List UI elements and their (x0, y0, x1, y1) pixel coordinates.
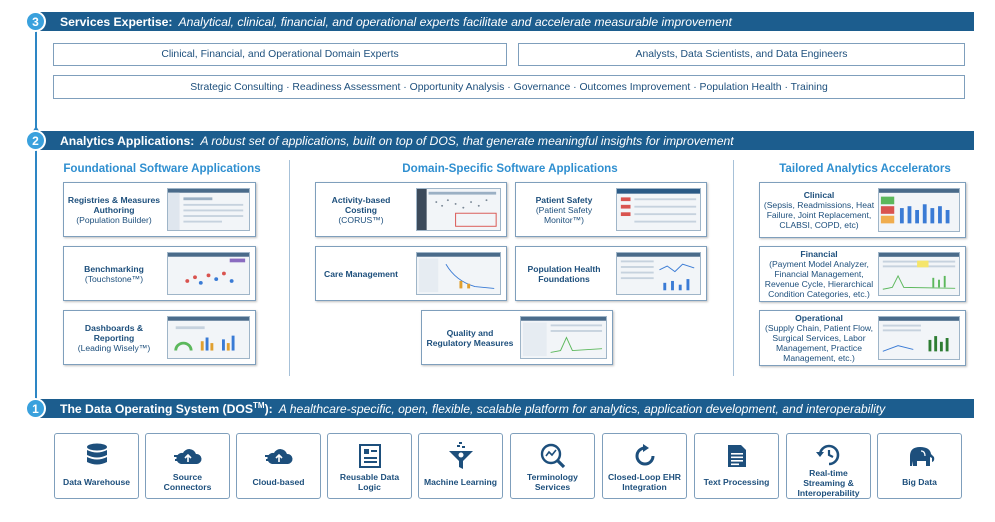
tile-label: Machine Learning (423, 477, 498, 487)
analytics-heading: Analytics Applications: (60, 133, 195, 148)
patient-safety-text (519, 183, 609, 236)
patient-safety-title: Patient Safety (535, 194, 593, 205)
services-bar (36, 12, 974, 31)
funnel-icon (448, 442, 474, 470)
activity-costing-text (319, 183, 403, 236)
text-file-icon (727, 442, 747, 470)
dashboards-screenshot (167, 316, 250, 359)
financial-title: Financial (800, 249, 838, 259)
registries-subtitle: (Population Builder) (76, 214, 152, 225)
dos-bar (36, 399, 974, 418)
dashboards-subtitle: (Leading Wisely™) (77, 342, 151, 353)
financial-text (763, 247, 875, 301)
tile-machine-learning[interactable] (418, 433, 503, 499)
dos-heading-sup: TM (253, 400, 265, 410)
foundational-heading: Foundational Software Applications (63, 162, 261, 175)
activity-costing-title: Activity-based Costing (331, 194, 391, 215)
database-icon (86, 442, 108, 470)
dashboards-card[interactable] (63, 310, 256, 365)
dos-heading-suffix: ): (264, 402, 273, 417)
population-health-card[interactable] (515, 246, 707, 301)
tile-text-processing[interactable] (694, 433, 779, 499)
column-divider-right (733, 160, 734, 376)
clinical-screenshot (878, 188, 960, 232)
cloud-upload-icon (264, 442, 294, 470)
magnifier-icon (540, 442, 566, 470)
quality-measures-screenshot (520, 316, 607, 359)
tailored-heading: Tailored Analytics Accelerators (779, 162, 951, 175)
tile-real-time-streaming[interactable] (786, 433, 871, 499)
layer-2-badge: 2 (25, 130, 46, 151)
tile-label: Big Data (902, 477, 937, 487)
cloud-upload-icon (173, 442, 203, 470)
benchmarking-card[interactable] (63, 246, 256, 301)
population-health-text (519, 247, 609, 300)
operational-text (763, 311, 875, 365)
quality-measures-title: Quality and Regulatory Measures (426, 327, 514, 348)
layer-3-badge: 3 (25, 11, 46, 32)
tile-closed-loop-ehr[interactable] (602, 433, 687, 499)
services-description: Analytical, clinical, financial, and operational experts facilitate and accelerate measurable improvement (178, 14, 732, 29)
operational-title: Operational (795, 313, 843, 323)
benchmarking-subtitle: (Touchstone™) (84, 273, 144, 284)
population-health-screenshot (616, 252, 701, 295)
clinical-title: Clinical (803, 190, 835, 200)
quality-measures-text (425, 311, 515, 364)
financial-screenshot (878, 252, 960, 296)
registries-title: Registries & Measures Authoring (67, 194, 161, 215)
activity-costing-screenshot (416, 188, 501, 231)
tile-data-warehouse[interactable] (54, 433, 139, 499)
tile-label: Real-time Streaming & Interoperability (797, 468, 860, 498)
tile-label: Reusable Data Logic (339, 472, 400, 492)
quality-measures-card[interactable] (421, 310, 613, 365)
tile-terminology-services[interactable] (510, 433, 595, 499)
tile-label: Closed-Loop EHR Integration (607, 472, 682, 492)
care-management-card[interactable] (315, 246, 507, 301)
operational-subtitle: (Supply Chain, Patient Flow, Surgical Services, Labor Management, Practice Management, etc.) (765, 323, 873, 363)
layer-1-badge: 1 (25, 398, 46, 419)
document-icon (359, 442, 381, 470)
registries-text (67, 183, 161, 236)
elephant-icon (904, 442, 936, 470)
dos-heading (60, 401, 273, 416)
financial-subtitle: (Payment Model Analyzer, Financial Management, Revenue Cycle, Hierarchical Condition Categories, etc.) (764, 259, 874, 299)
clinical-accelerator-card[interactable] (759, 182, 966, 238)
operational-screenshot (878, 316, 960, 360)
tile-reusable-data-logic[interactable] (327, 433, 412, 499)
patient-safety-subtitle: (Patient Safety Monitor™) (535, 204, 593, 225)
tile-cloud-based[interactable] (236, 433, 321, 499)
benchmarking-screenshot (167, 252, 250, 295)
layer-connector-line (35, 22, 37, 412)
patient-safety-card[interactable] (515, 182, 707, 237)
patient-safety-screenshot (616, 188, 701, 231)
registries-screenshot (167, 188, 250, 231)
dos-description: A healthcare-specific, open, flexible, scalable platform for analytics, application development, and interoperability (278, 401, 886, 416)
benchmarking-title: Benchmarking (84, 263, 144, 274)
registries-card[interactable] (63, 182, 256, 237)
dashboards-text (67, 311, 161, 364)
population-health-title: Population Health Foundations (527, 263, 601, 284)
activity-costing-subtitle: (CORUS™) (338, 214, 384, 225)
clinical-text (763, 183, 875, 237)
tile-label: Text Processing (703, 477, 770, 487)
analysts-pill: Analysts, Data Scientists, and Data Engineers (518, 43, 965, 66)
benchmarking-text (67, 247, 161, 300)
tile-source-connectors[interactable] (145, 433, 230, 499)
tile-label: Source Connectors (163, 472, 212, 492)
operational-accelerator-card[interactable] (759, 310, 966, 366)
care-management-screenshot (416, 252, 501, 295)
tile-label: Data Warehouse (62, 477, 131, 487)
domain-specific-heading: Domain-Specific Software Applications (402, 162, 618, 175)
analytics-description: A robust set of applications, built on top of DOS, that generate meaningful insights for improvement (200, 133, 734, 148)
analytics-bar (36, 131, 974, 150)
domain-experts-pill: Clinical, Financial, and Operational Domain Experts (53, 43, 507, 66)
dashboards-title: Dashboards & Reporting (84, 322, 144, 343)
care-management-title: Care Management (323, 268, 399, 279)
tile-label: Cloud-based (252, 477, 305, 487)
tile-label: Terminology Services (527, 472, 578, 492)
services-heading: Services Expertise: (60, 14, 173, 29)
column-divider-left (289, 160, 290, 376)
care-management-text (319, 247, 403, 300)
service-offerings-pill: Strategic Consulting · Readiness Assessment · Opportunity Analysis · Governance · Outcomes Improvement · Population Health · Training (53, 75, 965, 99)
loop-arrow-icon (632, 442, 658, 470)
activity-costing-card[interactable] (315, 182, 507, 237)
clock-arrow-icon (816, 442, 842, 468)
financial-accelerator-card[interactable] (759, 246, 966, 302)
dos-heading-prefix: The Data Operating System (DOS (60, 402, 254, 417)
tile-big-data[interactable] (877, 433, 962, 499)
clinical-subtitle: (Sepsis, Readmissions, Heat Failure, Joint Replacement, CLABSI, COPD, etc) (763, 200, 875, 230)
